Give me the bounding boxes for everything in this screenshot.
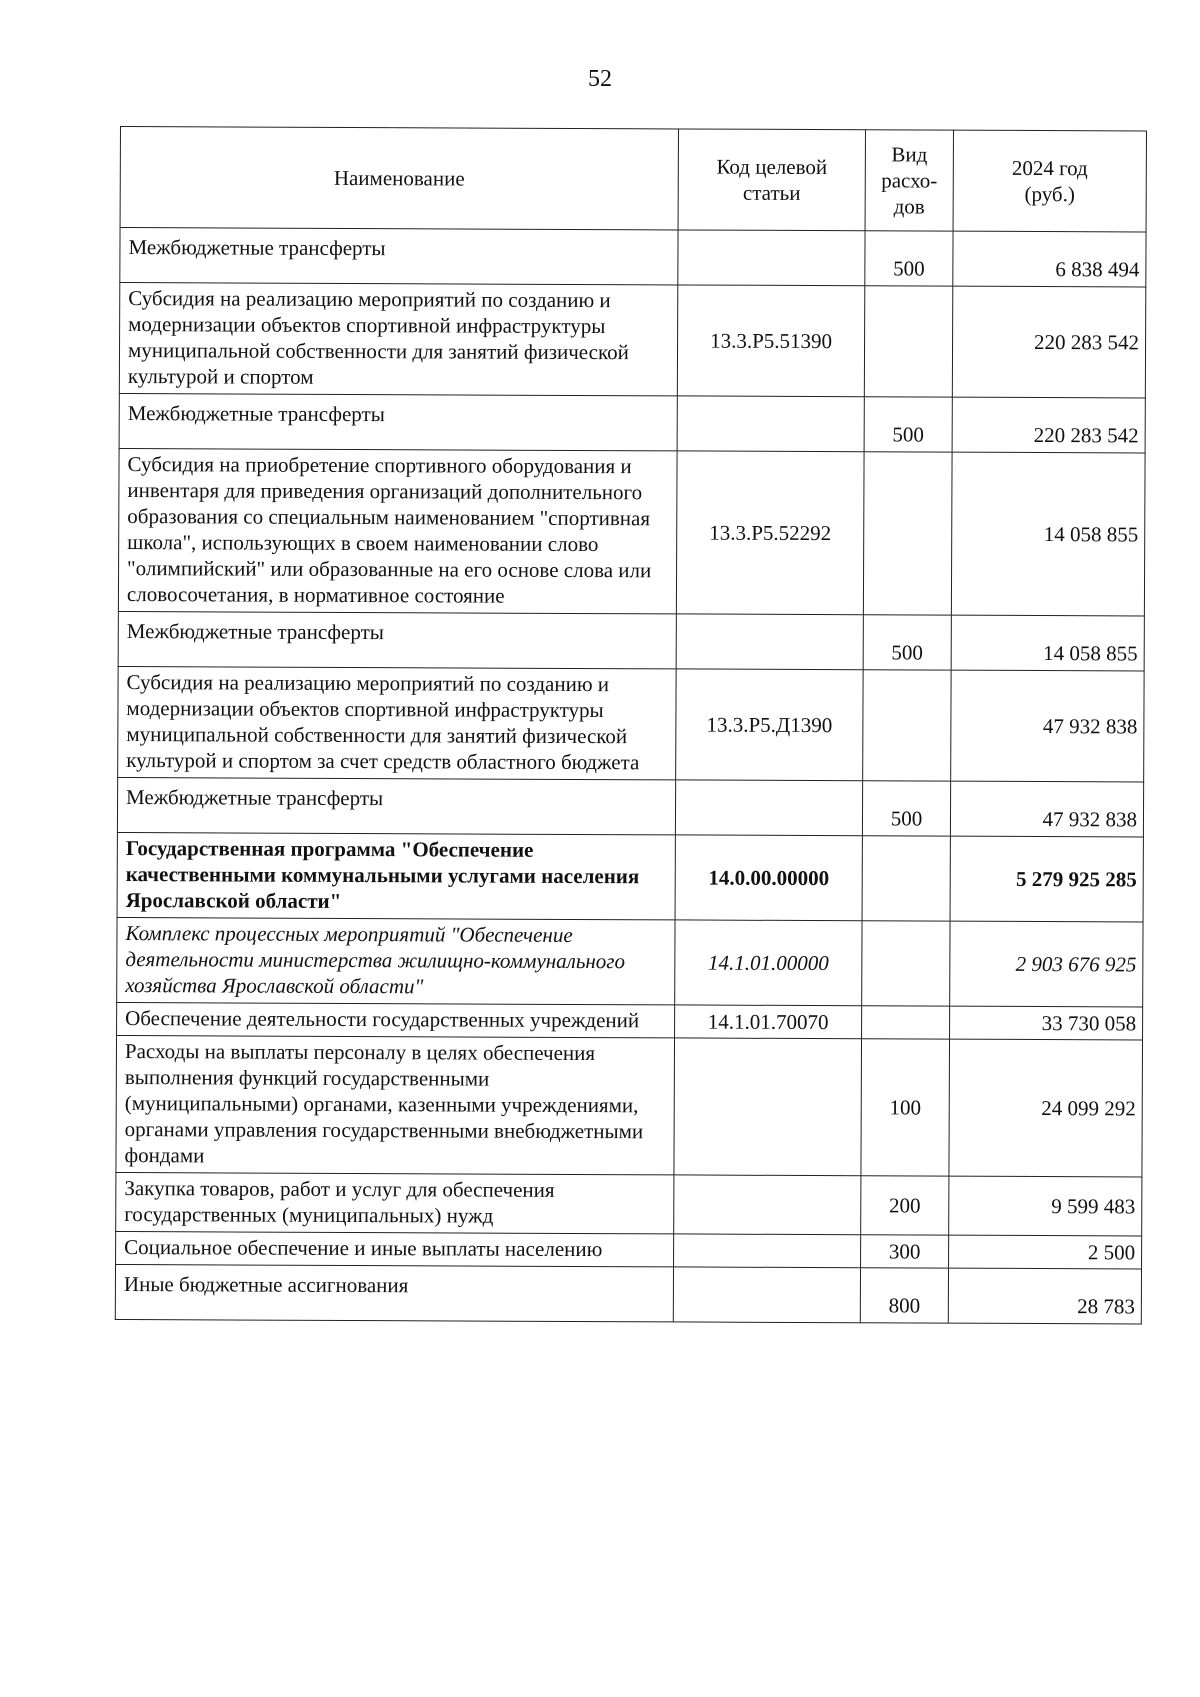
table-body	[115, 228, 1146, 1324]
header-type: Вид расхо-дов	[865, 130, 953, 231]
cell-type: 500	[865, 231, 953, 286]
header-name: Наименование	[120, 127, 678, 230]
cell-amount: 28 783	[948, 1268, 1141, 1324]
cell-name: Обеспечение деятельности государственных учреждений	[117, 1002, 675, 1037]
cell-name: Социальное обеспечение и иные выплаты населению	[116, 1231, 674, 1266]
cell-type	[863, 452, 952, 615]
cell-name: Иные бюджетные ассигнования	[115, 1264, 673, 1321]
cell-name: Государственная программа "Обеспечение качественными коммунальными услугами населения Ярославской области"	[117, 832, 675, 919]
cell-type: 800	[860, 1268, 948, 1323]
cell-amount: 33 730 058	[950, 1006, 1143, 1040]
cell-amount: 220 283 542	[952, 286, 1145, 398]
cell-code: 13.3.Р5.Д1390	[676, 669, 863, 781]
budget-table	[115, 126, 1147, 1324]
table-row	[118, 666, 1144, 781]
cell-name: Межбюджетные трансферты	[120, 228, 678, 285]
cell-type	[864, 286, 952, 397]
cell-type: 300	[861, 1235, 949, 1268]
cell-type: 500	[863, 615, 951, 670]
cell-amount: 5 279 925 285	[950, 836, 1143, 922]
cell-type: 200	[861, 1176, 949, 1235]
table-row	[116, 1172, 1142, 1235]
table-row	[117, 917, 1143, 1006]
cell-name: Субсидия на реализацию мероприятий по созданию и модернизации объектов спортивной инфраструктуры муниципальной собственности для занятий физической культурой и спортом за счет средств областного бюджета	[118, 666, 676, 779]
cell-code: 14.1.01.00000	[675, 920, 862, 1006]
page-number: 52	[588, 66, 612, 92]
cell-code	[674, 1234, 861, 1268]
cell-type	[862, 921, 950, 1006]
cell-name: Комплекс процессных мероприятий "Обеспечение деятельности министерства жилищно-коммунального хозяйства Ярославской области"	[117, 917, 675, 1004]
cell-name: Субсидия на приобретение спортивного оборудования и инвентаря для приведения организаций дополнительного образования со специальным наименованием "спортивная школа", использующих в своем наименовании слово "олимпийский" или образованные на его основе слова или словосочетания, в нормативное состояние	[118, 448, 677, 613]
table-row	[120, 228, 1146, 287]
cell-code: 13.3.Р5.52292	[676, 451, 864, 615]
table-row	[117, 1002, 1143, 1039]
table-row	[115, 1264, 1141, 1323]
cell-type: 100	[861, 1039, 950, 1176]
cell-name: Расходы на выплаты персоналу в целях обеспечения выполнения функций государственными (муниципальными) органами, казенными учреждениями, органами управления государственными внебюджетными фондами	[116, 1035, 675, 1174]
cell-type: 500	[862, 781, 950, 836]
cell-code	[674, 1175, 861, 1235]
cell-amount: 220 283 542	[952, 397, 1145, 453]
cell-code	[674, 1038, 862, 1176]
cell-name: Межбюджетные трансферты	[118, 611, 676, 668]
cell-amount: 9 599 483	[949, 1176, 1142, 1236]
table-header-row	[120, 127, 1146, 232]
cell-type	[862, 836, 950, 921]
cell-code: 14.0.00.00000	[675, 835, 862, 921]
cell-code: 14.1.01.70070	[675, 1005, 862, 1039]
cell-name: Межбюджетные трансферты	[119, 393, 677, 450]
table-row	[117, 777, 1143, 836]
cell-amount: 6 838 494	[953, 231, 1146, 287]
cell-amount: 14 058 855	[951, 615, 1144, 671]
cell-code	[675, 780, 862, 836]
cell-amount: 2 903 676 925	[950, 921, 1143, 1007]
cell-amount: 24 099 292	[949, 1039, 1143, 1177]
cell-type	[862, 1006, 950, 1039]
cell-code	[678, 230, 865, 286]
cell-name: Межбюджетные трансферты	[117, 777, 675, 834]
header-amount: 2024 год (руб.)	[953, 130, 1146, 232]
table-row	[116, 1231, 1142, 1268]
cell-name: Закупка товаров, работ и услуг для обеспечения государственных (муниципальных) нужд	[116, 1172, 674, 1233]
cell-amount: 14 058 855	[951, 452, 1145, 616]
table-row	[118, 448, 1145, 615]
table-row	[116, 1035, 1143, 1176]
table-row	[118, 611, 1144, 670]
cell-amount: 47 932 838	[950, 781, 1143, 837]
cell-code	[677, 396, 864, 452]
cell-code	[673, 1267, 860, 1323]
header-code: Код целевой статьи	[678, 129, 865, 231]
table-row	[119, 283, 1145, 398]
cell-type: 500	[864, 397, 952, 452]
table-row	[119, 393, 1145, 452]
cell-type	[863, 670, 951, 781]
cell-amount: 47 932 838	[951, 670, 1144, 782]
table-row	[117, 832, 1143, 921]
cell-code	[676, 614, 863, 670]
cell-code: 13.3.Р5.51390	[677, 285, 864, 397]
cell-amount: 2 500	[949, 1235, 1142, 1269]
cell-name: Субсидия на реализацию мероприятий по созданию и модернизации объектов спортивной инфраструктуры муниципальной собственности для занятий физической культурой и спортом	[119, 283, 677, 396]
